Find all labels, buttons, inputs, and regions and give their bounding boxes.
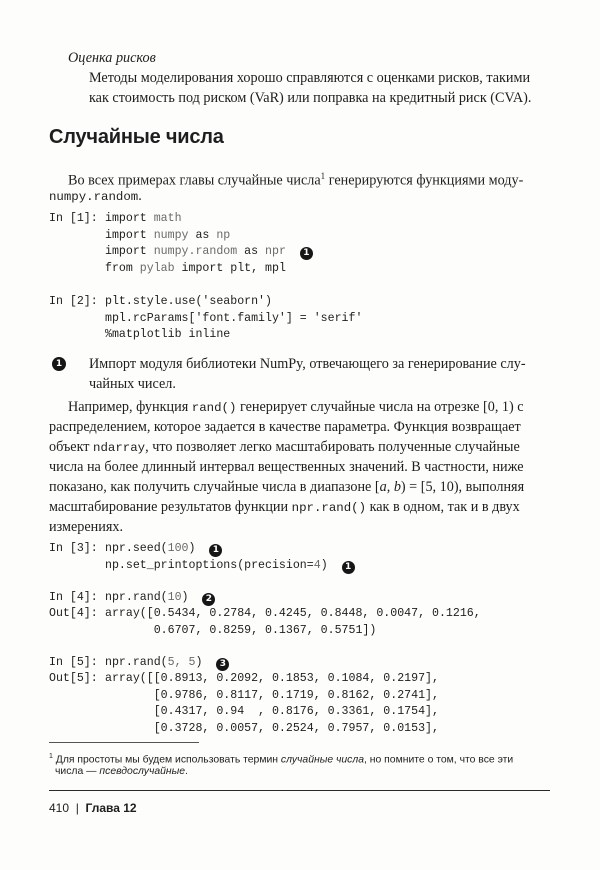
cell4-output: [105, 606, 481, 639]
risk-body-line-1: Методы моделирования хорошо справляются с оценками рисков, такими: [89, 70, 531, 86]
page-footer: [49, 800, 137, 816]
cell3-prompt: In [3]:: [49, 542, 98, 555]
output-line: 0.6707, 0.8259, 0.1367, 0.5751]): [105, 623, 377, 637]
risk-title: Оценка рисков: [68, 50, 156, 66]
cell2-code: [105, 294, 362, 344]
para-line-3: объект ndarray, что позволяет легко масштабировать полученные случайные: [49, 439, 520, 455]
para-line-4: числа на более длинный интервал вещественных значений. В частности, ниже: [49, 459, 524, 475]
cell3-code: [105, 541, 355, 574]
cell4-prompt: In [4]:: [49, 591, 98, 604]
code-line: import numpy as np: [105, 228, 231, 242]
note-marker-1-icon: 1: [52, 357, 66, 371]
code-line: import math: [105, 212, 182, 225]
callout-1-icon: 1: [300, 247, 313, 260]
inline-code-ndarray: ndarray: [93, 441, 146, 455]
footnote-line-2: числа — псевдослучайные.: [55, 766, 188, 777]
callout-3-icon: 3: [216, 658, 229, 671]
callout-1-icon: 1: [342, 561, 355, 574]
inline-code-npr-rand: npr.rand(): [291, 501, 367, 515]
code-line: mpl.rcParams['font.family'] = 'serif': [105, 311, 363, 325]
footnote-line-1: $^1$ Для простоты мы будем использовать термин случайные числа, но помните о том, что все эти: [49, 753, 514, 766]
para-line-5: показано, как получить случайные числа в диапазоне [a, b) = [5, 10), выполняя: [49, 479, 525, 495]
footer-rule: [49, 790, 550, 791]
cell5-prompt: In [5]:: [49, 656, 98, 669]
cell5-out-prompt: Out[5]:: [49, 672, 98, 685]
para-line-6: масштабирование результатов функции npr.rand() как в одном, так и в двух: [49, 499, 520, 515]
callout-2-icon: 2: [202, 593, 215, 606]
note1-line-2: чайных чисел.: [89, 376, 176, 392]
cell5-code: npr.rand(5, 5) 3: [105, 655, 229, 672]
code-line: npr.seed(100) 1: [105, 541, 355, 558]
code-line: plt.style.use('seaborn'): [105, 295, 272, 308]
footer-separator: |: [75, 801, 79, 815]
note1-line-1: Импорт модуля библиотеки NumPy, отвечающего за генерирование слу-: [89, 356, 526, 372]
footnote-divider: [49, 742, 199, 743]
cell5-output: [105, 671, 439, 737]
intro-text-b: генерируются функциями моду-: [325, 172, 524, 189]
code-line: np.set_printoptions(precision=4) 1: [105, 558, 355, 575]
cell1-prompt: In [1]:: [49, 212, 98, 225]
inline-code-rand: rand(): [191, 401, 237, 415]
footnote-ref: 1: [320, 171, 326, 181]
page-number: 410: [49, 801, 70, 815]
code-line: %matplotlib inline: [105, 328, 231, 341]
section-title: Случайные числа: [49, 126, 224, 148]
code-line: from pylab import plt, mpl: [105, 261, 286, 275]
output-line: [0.4317, 0.94 , 0.8176, 0.3361, 0.1754],: [105, 705, 439, 718]
inline-code-numpy-random: numpy.random: [49, 190, 139, 204]
intro-line-2: [49, 186, 142, 207]
output-line: [0.9786, 0.8117, 0.1719, 0.8162, 0.2741],: [105, 688, 439, 702]
para-line-2: распределением, которое задается в качестве параметра. Функция возвращает: [49, 419, 521, 435]
chapter-label: Глава 12: [85, 801, 137, 815]
cell4-out-prompt: Out[4]:: [49, 607, 98, 620]
para-line-1: Например, функция rand() генерирует случайные числа на отрезке [0, 1) с: [68, 399, 524, 415]
para-line-7: измерениях.: [49, 519, 124, 535]
intro-text-a: Во всех примерах главы случайные числа: [68, 172, 321, 189]
cell1-code: [105, 211, 313, 277]
cell4-code: npr.rand(10) 2: [105, 590, 215, 607]
output-line: [0.3728, 0.0057, 0.2524, 0.7957, 0.0153],: [105, 721, 439, 735]
cell2-prompt: In [2]:: [49, 295, 98, 308]
output-line: array([[0.8913, 0.2092, 0.1853, 0.1084, 0.2197],: [105, 672, 439, 685]
callout-1-icon: 1: [209, 544, 222, 557]
output-line: array([0.5434, 0.2784, 0.4245, 0.8448, 0.0047, 0.1216,: [105, 607, 481, 620]
intro-period: .: [138, 188, 142, 204]
risk-body-line-2: как стоимость под риском (VaR) или поправка на кредитный риск (CVA).: [89, 90, 532, 106]
code-line: import numpy.random as npr 1: [105, 244, 313, 261]
